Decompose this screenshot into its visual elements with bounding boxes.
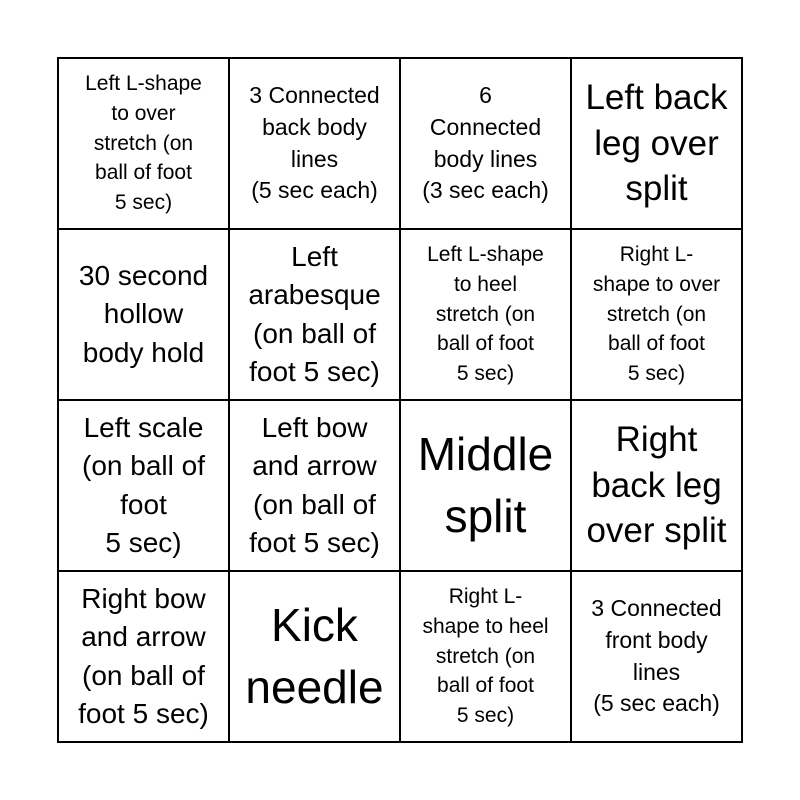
bingo-cell[interactable] xyxy=(58,229,229,400)
bingo-cell[interactable] xyxy=(58,58,229,229)
cell-label: Right L- shape to heel stretch (on ball of foot 5 sec) xyxy=(422,584,549,728)
cell-label: 3 Connected back body lines (5 sec each) xyxy=(249,82,380,204)
bingo-cell[interactable] xyxy=(571,229,742,400)
cell-label: 3 Connected front body lines (5 sec each) xyxy=(591,595,722,717)
bingo-cell[interactable] xyxy=(229,58,400,229)
cell-label: Right back leg over split xyxy=(586,420,727,551)
bingo-cell[interactable] xyxy=(229,571,400,742)
cell-label: Left L-shape to heel stretch (on ball of foot 5 sec) xyxy=(427,242,544,386)
cell-label: Left L-shape to over stretch (on ball of foot 5 sec) xyxy=(85,71,202,215)
bingo-cell[interactable] xyxy=(58,400,229,571)
cell-label: Left back leg over split xyxy=(585,78,728,209)
bingo-cell[interactable] xyxy=(571,58,742,229)
cell-label: Kick needle xyxy=(245,598,384,713)
cell-label: 6 Connected body lines (3 sec each) xyxy=(422,82,549,204)
bingo-cell[interactable] xyxy=(400,571,571,742)
cell-label: Right L- shape to over stretch (on ball of foot 5 sec) xyxy=(592,242,721,386)
bingo-board xyxy=(57,57,743,743)
bingo-cell[interactable] xyxy=(400,229,571,400)
bingo-cell[interactable] xyxy=(571,400,742,571)
cell-label: 30 second hollow body hold xyxy=(78,260,209,368)
bingo-cell[interactable] xyxy=(229,400,400,571)
cell-label: Middle split xyxy=(417,427,554,542)
cell-label: Right bow and arrow (on ball of foot 5 sec) xyxy=(78,583,209,729)
cell-label: Left arabesque (on ball of foot 5 sec) xyxy=(248,241,381,387)
bingo-cell[interactable] xyxy=(400,400,571,571)
bingo-cell[interactable] xyxy=(400,58,571,229)
bingo-cell[interactable] xyxy=(229,229,400,400)
bingo-cell[interactable] xyxy=(571,571,742,742)
cell-label: Left scale (on ball of foot 5 sec) xyxy=(82,412,205,558)
cell-label: Left bow and arrow (on ball of foot 5 sec) xyxy=(249,412,380,558)
bingo-cell[interactable] xyxy=(58,571,229,742)
